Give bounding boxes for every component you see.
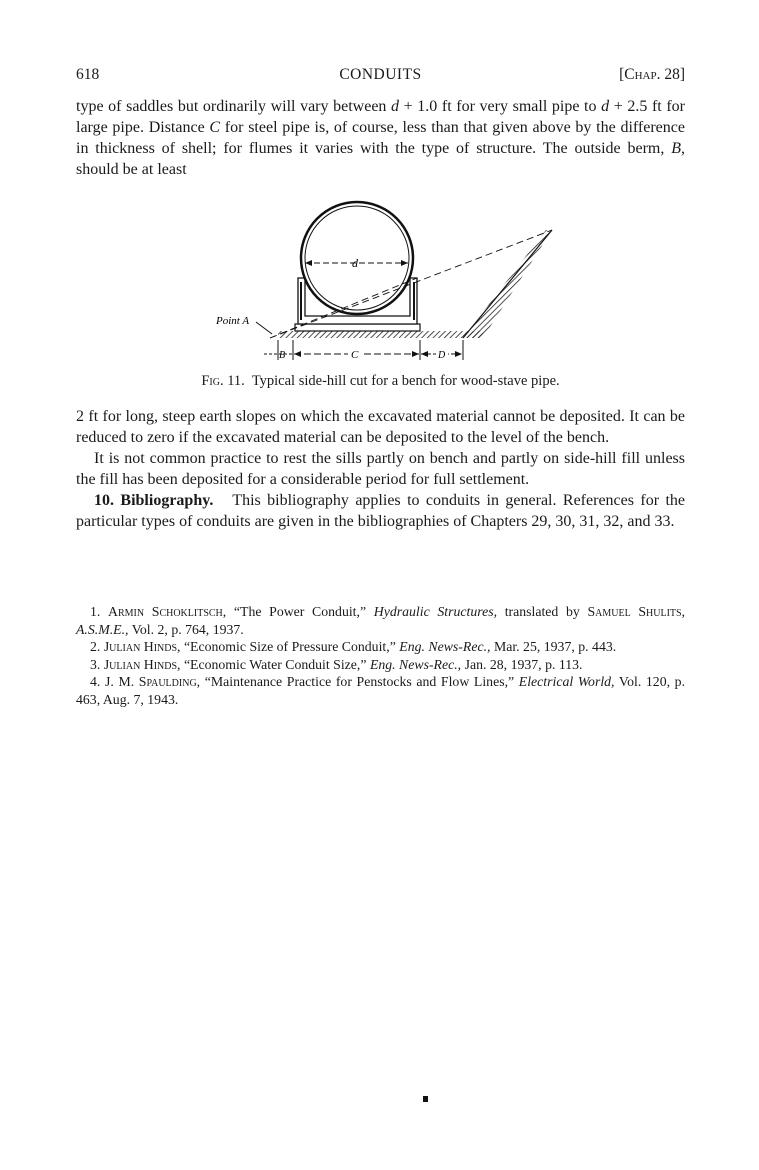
label-d: d — [352, 256, 358, 270]
label-b: B — [279, 350, 286, 361]
label-point-a: Point A — [216, 315, 250, 327]
figure-side-hill-cut — [180, 200, 580, 375]
reference-item: 3. Julian Hinds, “Economic Water Conduit Size,” Eng. News-Rec., Jan. 28, 1937, p. 113. — [90, 656, 583, 672]
label-d-berm: D — [438, 350, 446, 361]
bench-ground — [278, 331, 483, 338]
paragraph-bibliography: 10. Bibliography. This bibliography applies to conduits in general. References for the particular types of conduits are given in the bibliographies of Chapters 29, 30, 31, 32, and 33. — [76, 492, 686, 530]
text-block — [76, 406, 685, 532]
running-title: CONDUITS — [339, 66, 422, 83]
label-c: C — [351, 349, 359, 361]
reference-item: 1. Armin Schoklitsch, “The Power Conduit,” Hydraulic Structures, translated by Samuel Shulits, A.S.M.E., Vol. 2, p. 764, 1937. — [76, 604, 686, 637]
figure-caption: Fig. 11. Typical side-hill cut for a bench for wood-stave pipe. — [201, 373, 560, 389]
paragraph-berm: 2 ft for long, steep earth slopes on which the excavated material cannot be deposited. It can be reduced to zero if the excavated material can be deposited to the level of the bench. — [76, 408, 685, 446]
sill — [295, 324, 420, 331]
reference-item: 4. J. M. Spaulding, “Maintenance Practice for Penstocks and Flow Lines,” Electrical World, Vol. 120, p. 463, Aug. 7, 1943. — [76, 674, 686, 707]
paragraph-saddles: type of saddles but ordinarily will vary between d + 1.0 ft for very small pipe to d + 2.5 ft for large pipe. Distance C for steel pipe is, of course, less than that given above by the difference in thickness of shell; for flumes it varies with the type of structure. The outside berm, B, should be at least — [76, 98, 686, 178]
section-heading: 10. Bibliography. — [94, 492, 214, 509]
page-mark — [423, 1096, 428, 1102]
paragraph-sills: It is not common practice to rest the sills partly on bench and partly on side-hill fill unless the fill has been deposited for a considerable period for full settlement. — [76, 450, 685, 488]
reference-list — [76, 603, 685, 708]
page-header — [76, 66, 685, 88]
chapter-label: [Chap. 28] — [619, 66, 685, 83]
page-number: 618 — [76, 66, 100, 83]
reference-item: 2. Julian Hinds, “Economic Size of Pressure Conduit,” Eng. News-Rec., Mar. 25, 1937, p. 443. — [90, 639, 617, 654]
